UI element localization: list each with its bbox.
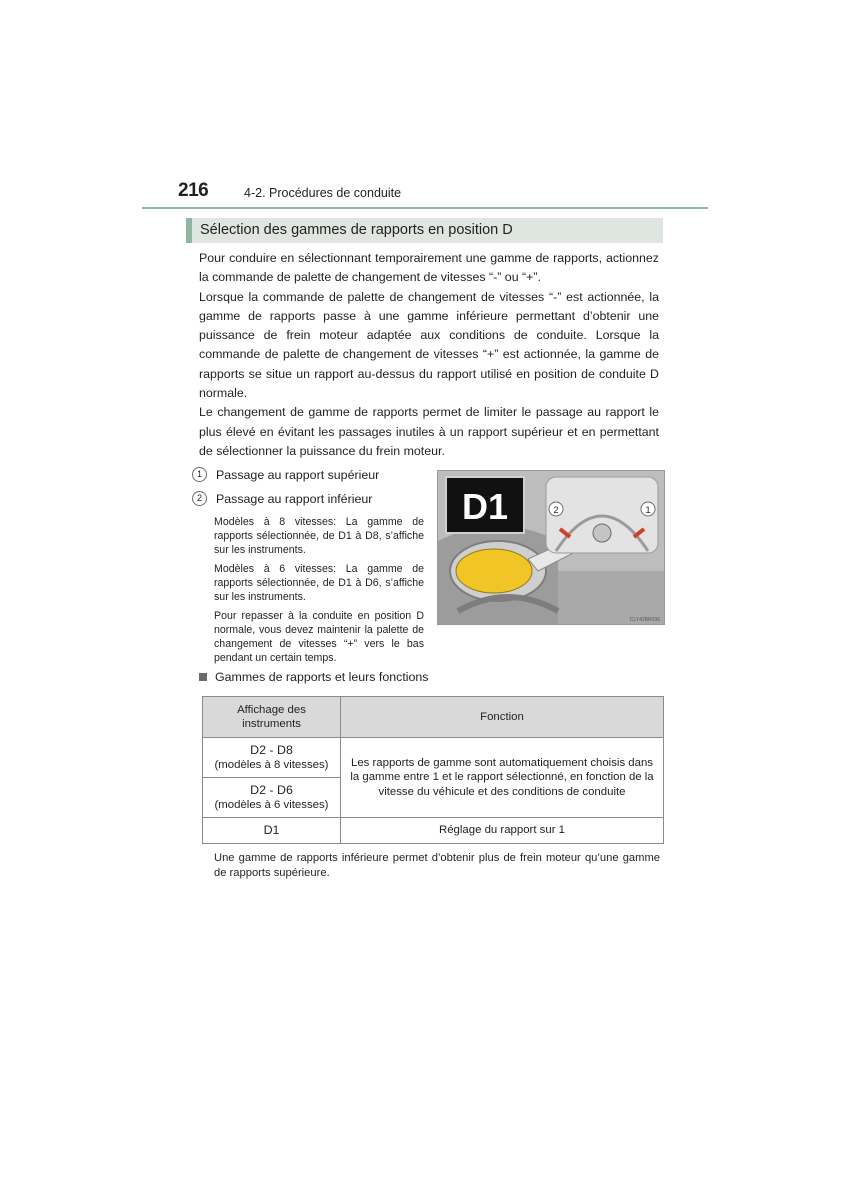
note-8-speed: Modèles à 8 vitesses: La gamme de rapports sélectionnée, de D1 à D8, s’affiche sur les instruments. bbox=[214, 516, 424, 556]
gear-range-table bbox=[202, 696, 664, 844]
table-cell: Réglage du rapport sur 1 bbox=[341, 818, 664, 844]
dashboard-illustration bbox=[437, 470, 665, 625]
square-bullet-icon bbox=[199, 673, 207, 681]
table-header-row bbox=[203, 697, 664, 738]
page-number: 216 bbox=[178, 180, 209, 201]
step-item-downshift bbox=[192, 491, 372, 506]
circled-number-icon: 1 bbox=[192, 467, 207, 482]
paragraph: Lorsque la commande de palette de changement de vitesses “-” est actionnée, la gamme de rapports passe à une gamme inférieure permettant d’obtenir une puissance de frein moteur adaptée aux conditions de conduite. Lorsque la commande de palette de changement de vitesses “+” est actionnée, la gamme de rapports se situe un rapport au-dessus du rapport utilisé en position de conduite D normale. bbox=[199, 289, 659, 401]
table-cell: D2 - D6 (modèles à 6 vitesses) bbox=[203, 778, 341, 818]
body-text bbox=[199, 249, 659, 461]
chapter-title: 4-2. Procédures de conduite bbox=[244, 186, 402, 200]
note-6-speed: Modèles à 6 vitesses: La gamme de rapports sélectionnée, de D1 à D6, s’affiche sur les instruments. bbox=[214, 563, 424, 603]
callout-1-label: 1 bbox=[645, 505, 651, 515]
gear-display-text: D1 bbox=[461, 486, 509, 527]
step-label: Passage au rapport supérieur bbox=[216, 467, 380, 482]
paragraph: Le changement de gamme de rapports permet de limiter le passage au rapport le plus élevé en évitant les passages inutiles à un rapport supérieur et en permettant de sélectionner la puissance du frein moteur. bbox=[199, 405, 659, 458]
table-row bbox=[203, 818, 664, 844]
step-label: Passage au rapport inférieur bbox=[216, 491, 373, 506]
note-return-to-d: Pour repasser à la conduite en position D normale, vous devez maintenir la palette de changement de vitesses “+” vers le bas pendant un certain temps. bbox=[214, 610, 424, 664]
circled-number-icon: 2 bbox=[192, 491, 207, 506]
dashboard-illustration-svg bbox=[438, 471, 664, 624]
table-cell: D2 - D8 (modèles à 8 vitesses) bbox=[203, 738, 341, 778]
column-header: Affichage des instruments bbox=[203, 697, 341, 738]
table-cell: D1 bbox=[203, 818, 341, 844]
callout-2-label: 2 bbox=[553, 505, 559, 515]
figure-code: CLY42BR036 bbox=[629, 617, 660, 623]
table-heading: Gammes de rapports et leurs fonctions bbox=[199, 670, 429, 684]
header-divider bbox=[142, 207, 708, 209]
step-item-upshift bbox=[192, 467, 379, 482]
footnote: Une gamme de rapports inférieure permet d’obtenir plus de frein moteur qu’une gamme de rapports supérieure. bbox=[214, 852, 660, 879]
section-heading: Sélection des gammes de rapports en position D bbox=[186, 218, 663, 243]
column-header: Fonction bbox=[341, 697, 664, 738]
table-cell: Les rapports de gamme sont automatiquement choisis dans la gamme entre 1 et le rapport sélectionné, en fonction de la vitesse du véhicule et des conditions de conduite bbox=[341, 738, 664, 818]
table-row bbox=[203, 738, 664, 778]
paragraph: Pour conduire en sélectionnant temporairement une gamme de rapports, actionnez la commande de palette de changement de vitesses “-” ou “+”. bbox=[199, 251, 659, 285]
